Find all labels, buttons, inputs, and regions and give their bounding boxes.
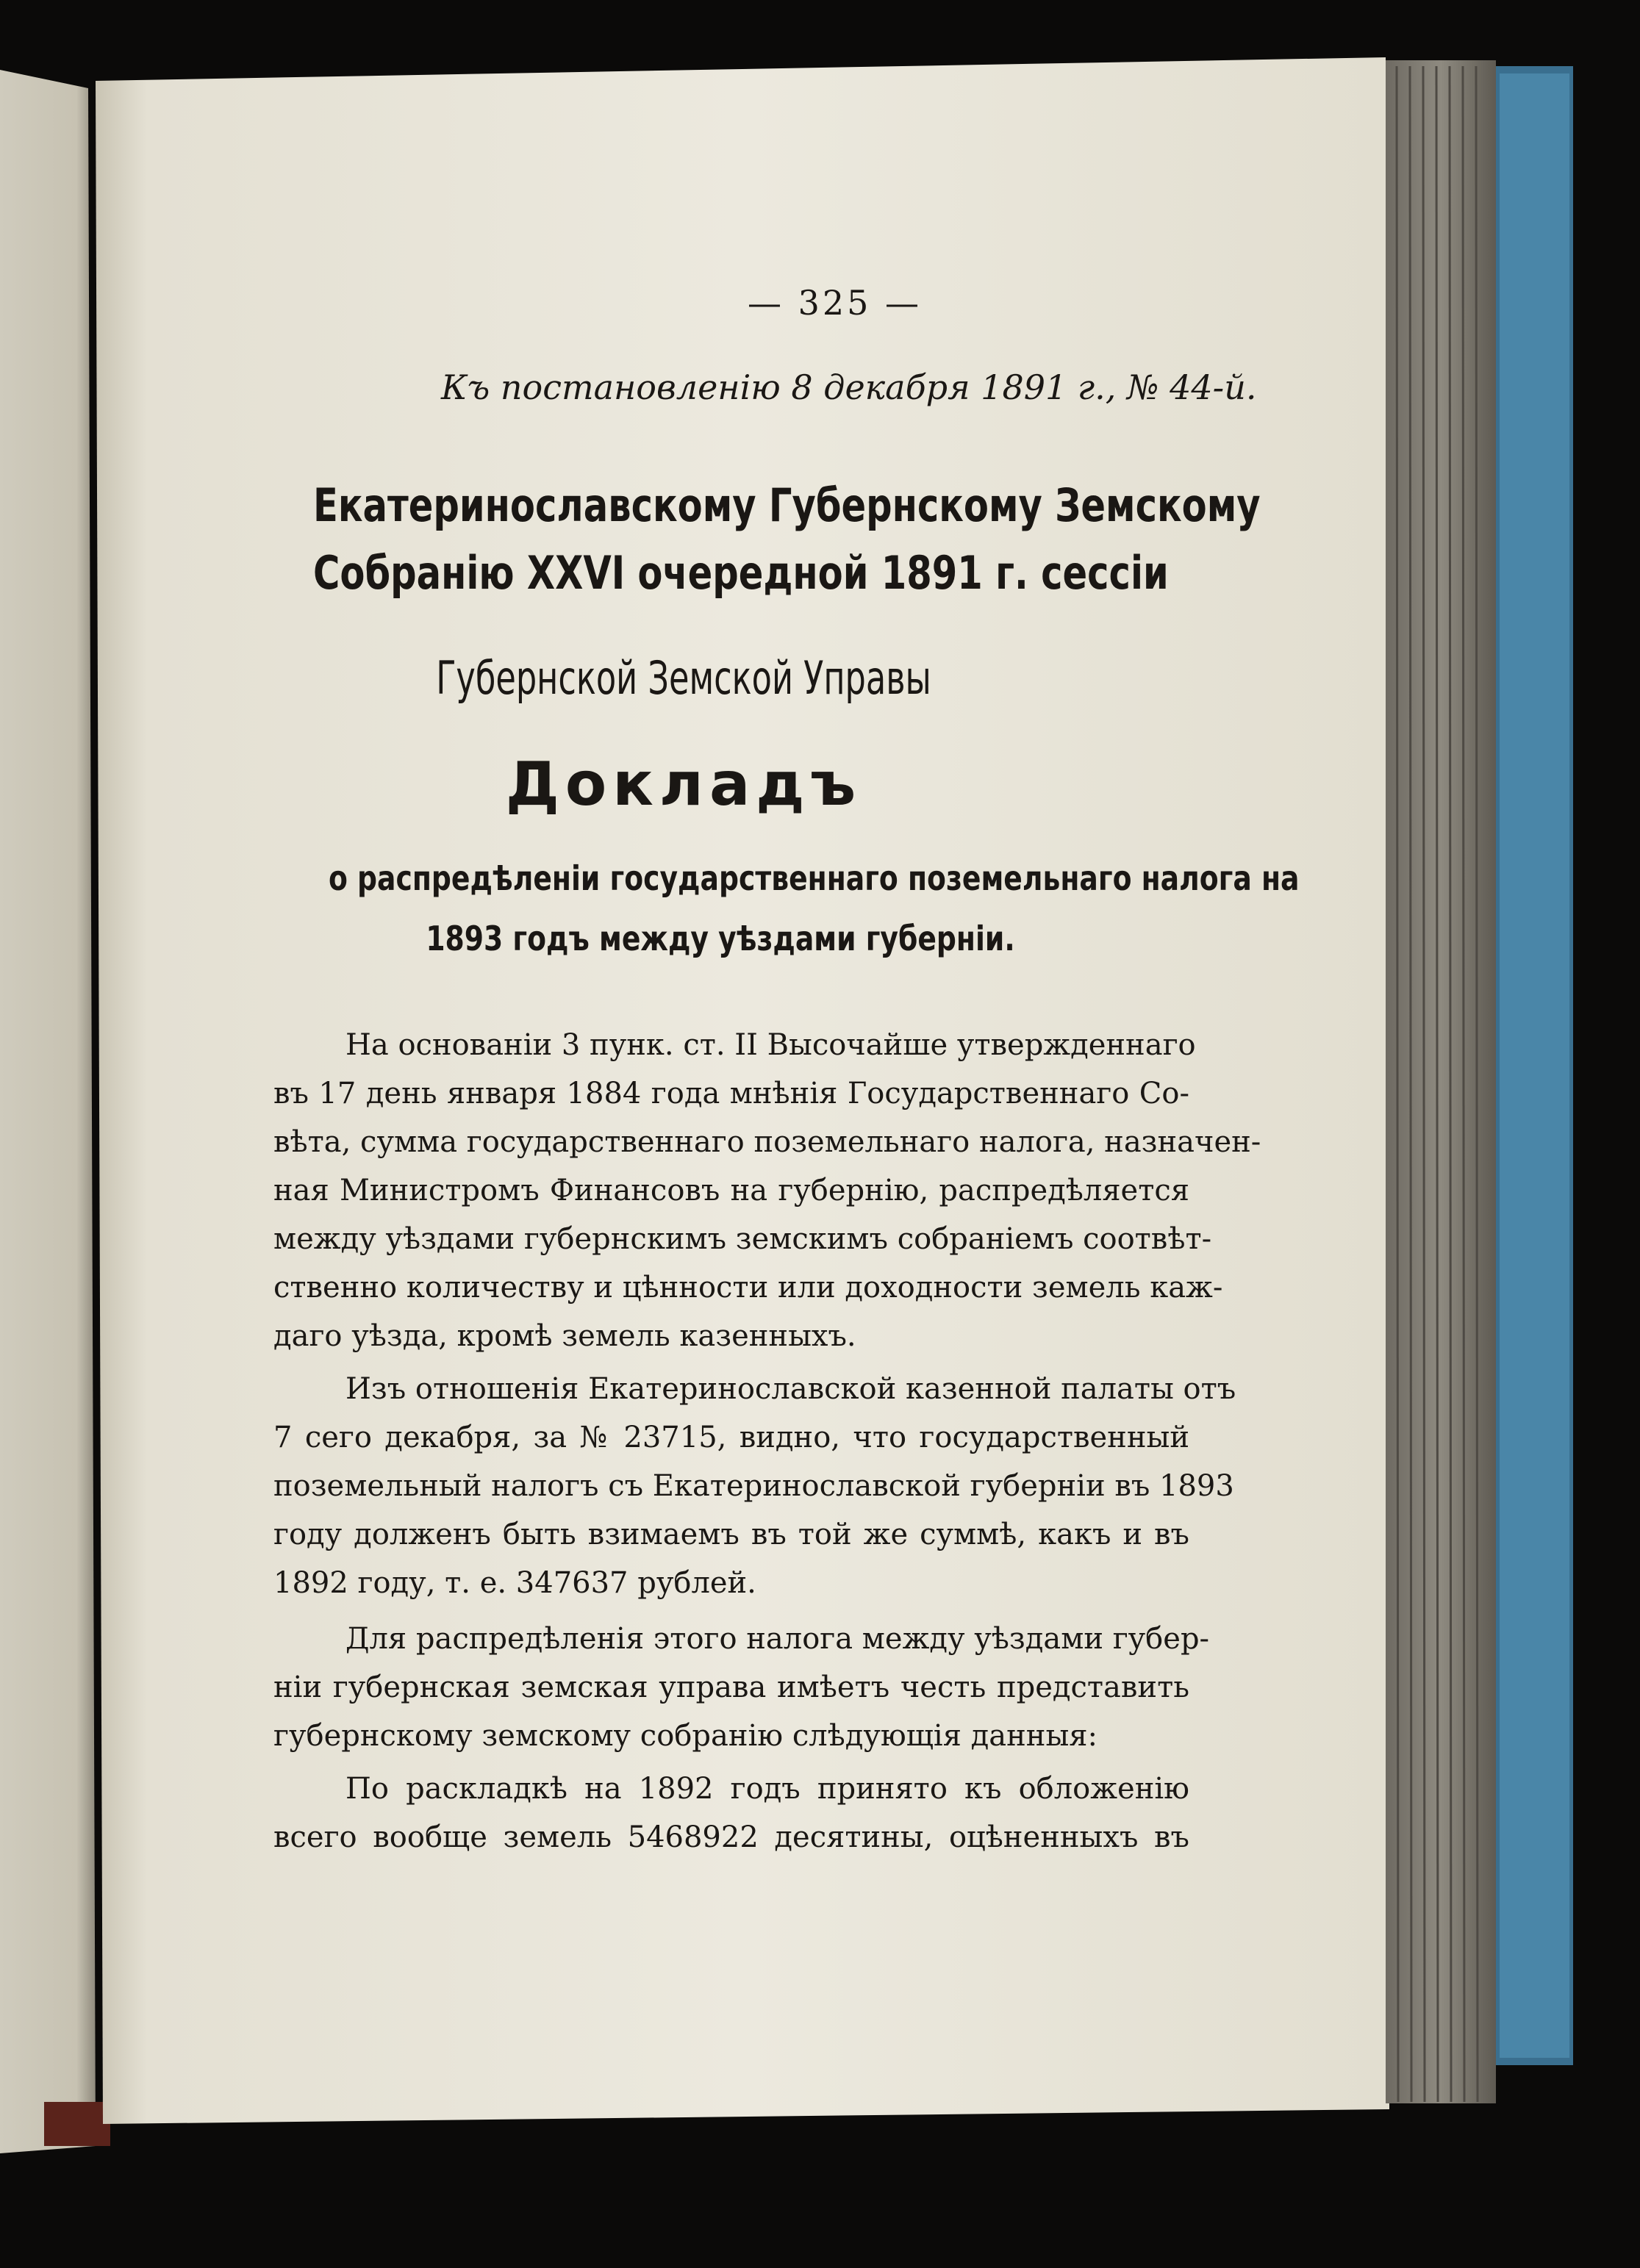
body-line: году долженъ быть взимаемъ въ той же суммѣ, какъ и въ [273,1518,1189,1551]
body-line: На основаніи 3 пунк. ст. II Высочайше утвержденнаго [345,1028,1196,1062]
page-stack-edge [1386,60,1496,2103]
body-line: между уѣздами губернскимъ земскимъ собраніемъ соотвѣт- [273,1222,1212,1256]
page-number: — 325 — [747,283,923,323]
subject-line-1: о распредѣленіи государственнаго поземельнаго налога на [329,858,1300,898]
left-cover-edge [44,2102,110,2146]
document-title: Докладъ [505,750,862,819]
body-line: 1892 году, т. е. 347637 рублей. [273,1566,756,1600]
body-line: Изъ отношенія Екатеринославской казенной палаты отъ [345,1372,1236,1406]
body-line: ніи губернская земская управа имѣетъ честь представить [273,1671,1189,1704]
from-line: Губернской Земской Управы [436,651,931,705]
body-line: Для распредѣленія этого налога между уѣздами губер- [345,1622,1210,1656]
dedication-note: Къ постановленію 8 декабря 1891 г., № 44-й. [441,367,1257,407]
body-line: въ 17 день января 1884 года мнѣнія Государственнаго Со- [273,1077,1189,1110]
body-line: губернскому земскому собранію слѣдующія данныя: [273,1719,1098,1753]
body-line: даго уѣзда, кромѣ земель казенныхъ. [273,1319,856,1353]
addressee-line-2: Собранію XXVI очередной 1891 г. сессіи [313,546,1169,600]
body-line: вѣта, сумма государственнаго поземельнаго налога, назначен- [273,1125,1261,1159]
body-line: 7 сего декабря, за № 23715, видно, что государственный [273,1421,1189,1454]
subject-line-2: 1893 годъ между уѣздами губерніи. [426,919,1015,958]
body-line: ная Министромъ Финансовъ на губернію, распредѣляется [273,1174,1189,1207]
addressee-line-1: Екатеринославскому Губернскому Земскому [313,478,1261,532]
left-page [0,70,96,2153]
body-line: поземельный налогъ съ Екатеринославской губерніи въ 1893 [273,1469,1234,1503]
body-line: всего вообще земель 5468922 десятины, оцѣненныхъ въ [273,1820,1189,1854]
body-line: По раскладкѣ на 1892 годъ принято къ обложенію [345,1772,1189,1806]
body-line: ственно количеству и цѣнности или доходности земель каж- [273,1271,1223,1305]
